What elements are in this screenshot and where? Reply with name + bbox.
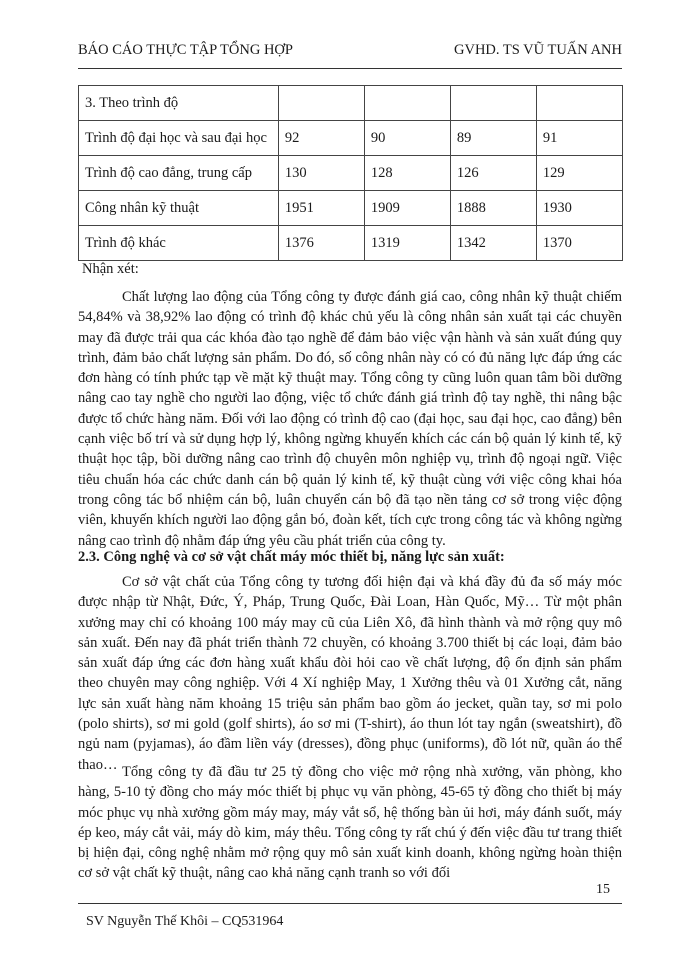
table-cell: 89 bbox=[450, 121, 536, 156]
page-number: 15 bbox=[596, 882, 610, 897]
table-cell: 1951 bbox=[278, 191, 364, 226]
table-row bbox=[79, 156, 623, 191]
paragraph-text: Cơ sở vật chất của Tổng công ty tương đối hiện đại và khá đầy đủ đa số máy móc được nhập từ Nhật, Đức, Ý, Pháp, Trung Quốc, Đài Loan, Hàn Quốc, Mỹ… Từ một phân xưởng may chỉ có khoảng 100 máy may cũ của Liên Xô, đã hình thành và mở rộng quy mô sản xuất. Đến nay đã phát triển thành 72 chuyền, có khoảng 3.700 thiết bị các loại, đảm bảo sản xuất đáp ứng các đơn hàng xuất khẩu đòi hỏi cao về chất lượng, độ ổn định sản phẩm theo chuyên may công nghiệp. Với 4 Xí nghiệp May, 1 Xưởng thêu và 01 Xưởng cắt, năng lực sản xuất hàng năm khoảng 15 triệu sản phẩm bao gồm áo jecket, quần tay, sơ mi polo (polo shirts), sơ mi gold (golf shirts), áo sơ mi (T-shirt), áo thun lót tay ngắn (sweatshirt), đồ ngủ nam (pyjamas), áo đầm liền váy (dresses), đồng phục (uniforms), đồ lót nữ, quần áo thể thao… bbox=[78, 574, 622, 773]
footer-divider bbox=[78, 903, 622, 904]
table-cell: 3. Theo trình độ bbox=[79, 86, 279, 121]
table-cell: 1930 bbox=[536, 191, 622, 226]
body-paragraph-investment bbox=[78, 762, 622, 884]
header-report-title: BÁO CÁO THỰC TẬP TỔNG HỢP bbox=[78, 42, 293, 58]
table-cell: Trình độ cao đẳng, trung cấp bbox=[79, 156, 279, 191]
table-cell: Trình độ khác bbox=[79, 226, 279, 261]
paragraph-text: Chất lượng lao động của Tổng công ty được đánh giá cao, công nhân kỹ thuật chiếm 54,84% và 38,92% lao động có trình độ khác chủ yếu là công nhân sản xuất tại các chuyền may đã được trải qua các khóa đào tạo nghề để đảm bảo việc vận hành và sản xuất đúng quy trình, đảm bảo chất lượng sản phẩm. Do đó, số công nhân này có có đủ năng lực đáp ứng các đơn hàng có tính phức tạp về mặt kỹ thuật may. Tổng công ty cũng luôn quan tâm bồi dưỡng nâng cao tay nghề cho người lao động, việc tổ chức đánh giá trình độ tay nghề, thi nâng bậc được tổ chức hàng năm. Đối với lao động có trình độ cao (đại học, sau đại học, cao đẳng) bên cạnh việc bố trí và sử dụng hợp lý, không ngừng khuyến khích các cán bộ quản lý kinh tế, kỹ thuật học tập, bồi dưỡng nâng cao trình độ chuyên môn nghiệp vụ, trình độ ngoại ngữ. Việc tiêu chuẩn hóa các chức danh cán bộ quản lý kinh tế, kỹ thuật cùng với việc công khai hóa trong công tác bổ nhiệm cán bộ, luân chuyển cán bộ đã tạo nền tảng cơ sở trong việc động viên, khuyến khích người lao động gắn bó, đoàn kết, tích cực trong công tác và không ngừng nâng cao trình độ nhằm đáp ứng yêu cầu phát triển của công ty. bbox=[78, 289, 622, 549]
table-cell bbox=[536, 86, 622, 121]
staff-qualification-table bbox=[78, 85, 623, 261]
table-cell bbox=[278, 86, 364, 121]
table-cell bbox=[450, 86, 536, 121]
header-divider bbox=[78, 68, 622, 69]
table-row bbox=[79, 226, 623, 261]
table-cell: Công nhân kỹ thuật bbox=[79, 191, 279, 226]
paragraph-text: Tổng công ty đã đầu tư 25 tỷ đồng cho việc mở rộng nhà xưởng, văn phòng, kho hàng, 5-10 tỷ đồng cho máy móc thiết bị phục vụ văn phòng, 45-65 tỷ đồng cho thiết bị máy móc phục vụ nhà xưởng gồm máy may, máy vắt sổ, hệ thống bàn ủi hơi, máy đánh suốt, máy ép keo, máy cắt vải, máy dò kim, máy thêu. Tổng công ty rất chú ý đến việc đầu tư trang thiết bị hiện đại, công nghệ nhằm mở rộng quy mô sản xuất kinh doanh, không ngừng hoàn thiện cơ sở vật chất kỹ thuật, nâng cao khả năng cạnh tranh so với đối bbox=[78, 764, 622, 882]
header-supervisor: GVHD. TS VŨ TUẤN ANH bbox=[454, 42, 622, 58]
table-cell: 1370 bbox=[536, 226, 622, 261]
body-paragraph-labor-quality bbox=[78, 287, 622, 551]
table-cell: 130 bbox=[278, 156, 364, 191]
section-heading: 2.3. Công nghệ và cơ sở vật chất máy móc thiết bị, năng lực sản xuất: bbox=[78, 549, 505, 565]
table-cell: 128 bbox=[364, 156, 450, 191]
body-paragraph-facilities bbox=[78, 572, 622, 775]
table-cell: 1319 bbox=[364, 226, 450, 261]
table-cell: 90 bbox=[364, 121, 450, 156]
table-cell: 1376 bbox=[278, 226, 364, 261]
page-header bbox=[78, 42, 622, 64]
table-cell: 129 bbox=[536, 156, 622, 191]
table-cell: 126 bbox=[450, 156, 536, 191]
table-cell: 91 bbox=[536, 121, 622, 156]
table-cell bbox=[364, 86, 450, 121]
page-footer: SV Nguyễn Thế Khôi – CQ531964 bbox=[86, 914, 284, 929]
table-cell: 1909 bbox=[364, 191, 450, 226]
table-cell: 1888 bbox=[450, 191, 536, 226]
table-row bbox=[79, 191, 623, 226]
table-row bbox=[79, 121, 623, 156]
table-row bbox=[79, 86, 623, 121]
table-cell: 92 bbox=[278, 121, 364, 156]
table-cell: Trình độ đại học và sau đại học bbox=[79, 121, 279, 156]
remarks-label: Nhận xét: bbox=[82, 261, 139, 277]
table-cell: 1342 bbox=[450, 226, 536, 261]
